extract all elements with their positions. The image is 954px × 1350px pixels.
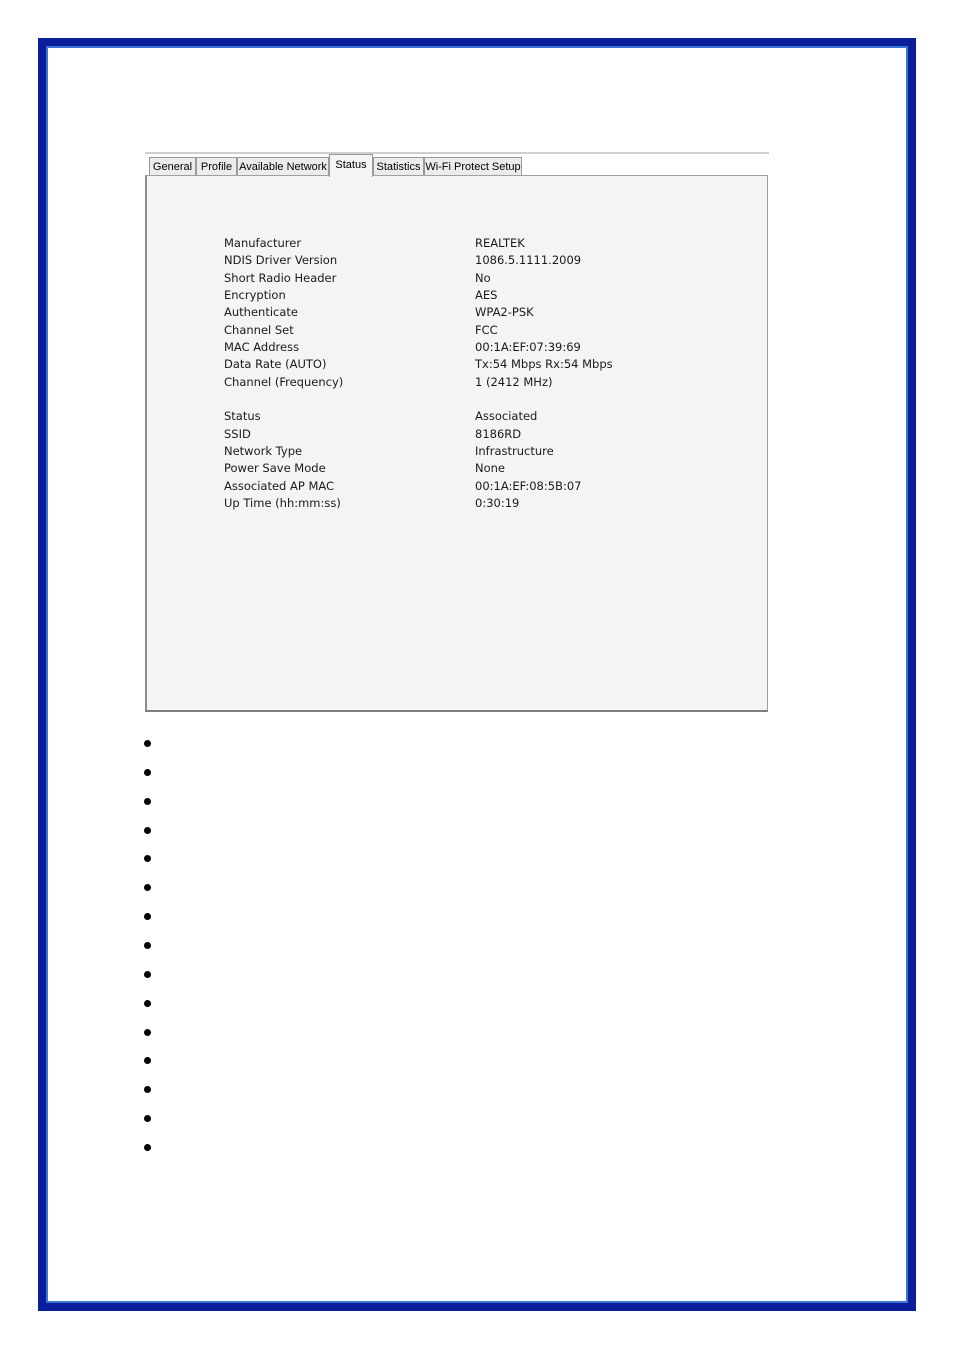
bullet-point xyxy=(144,971,151,978)
status-row-ndis-driver-version xyxy=(147,252,767,269)
bullet-point xyxy=(144,827,151,834)
status-row-encryption xyxy=(147,287,767,304)
status-row-status xyxy=(147,408,767,425)
bullet-point xyxy=(144,913,151,920)
tab-statistics[interactable]: Statistics xyxy=(373,157,424,176)
status-value: 1 (2412 MHz) xyxy=(475,375,553,389)
status-label: Status xyxy=(224,409,261,423)
tab-profile[interactable]: Profile xyxy=(196,157,237,176)
status-row-ssid xyxy=(147,426,767,443)
status-label: Encryption xyxy=(224,288,286,302)
tab-available-network[interactable]: Available Network xyxy=(237,157,329,176)
bullet-point xyxy=(144,1029,151,1036)
bullet-point xyxy=(144,798,151,805)
bullet-point xyxy=(144,769,151,776)
status-value: WPA2-PSK xyxy=(475,305,534,319)
status-label: SSID xyxy=(224,427,251,441)
status-label: Short Radio Header xyxy=(224,271,337,285)
status-row-manufacturer xyxy=(147,235,767,252)
bullet-point xyxy=(144,740,151,747)
status-row-channel-set xyxy=(147,322,767,339)
status-row-authenticate xyxy=(147,304,767,321)
status-row-associated-ap-mac xyxy=(147,478,767,495)
bullet-point xyxy=(144,1144,151,1151)
status-value: Associated xyxy=(475,409,538,423)
tab-general[interactable]: General xyxy=(149,157,196,176)
status-value: REALTEK xyxy=(475,236,525,250)
status-label: NDIS Driver Version xyxy=(224,253,338,267)
bullet-point xyxy=(144,1115,151,1122)
status-label: Channel Set xyxy=(224,323,294,337)
status-value: Tx:54 Mbps Rx:54 Mbps xyxy=(475,357,613,371)
status-label: MAC Address xyxy=(224,340,300,354)
bullet-point xyxy=(144,884,151,891)
bullet-point xyxy=(144,1057,151,1064)
status-value: AES xyxy=(475,288,498,302)
status-label: Authenticate xyxy=(224,305,298,319)
status-value: No xyxy=(475,271,491,285)
status-label: Power Save Mode xyxy=(224,461,326,475)
status-label: Associated AP MAC xyxy=(224,479,335,493)
status-label: Manufacturer xyxy=(224,236,302,250)
bullet-point xyxy=(144,1000,151,1007)
tab-status[interactable]: Status xyxy=(329,154,373,177)
status-value: 8186RD xyxy=(475,427,522,441)
status-value: 00:1A:EF:07:39:69 xyxy=(475,340,581,354)
status-label: Data Rate (AUTO) xyxy=(224,357,327,371)
bullet-point xyxy=(144,1086,151,1093)
status-value: None xyxy=(475,461,506,475)
status-row-power-save-mode xyxy=(147,460,767,477)
status-value: FCC xyxy=(475,323,498,337)
status-row-channel-frequency xyxy=(147,374,767,391)
status-label: Network Type xyxy=(224,444,303,458)
status-row-short-radio-header xyxy=(147,270,767,287)
status-row-network-type xyxy=(147,443,767,460)
status-value: 0:30:19 xyxy=(475,496,520,510)
status-value: 1086.5.1111.2009 xyxy=(475,253,582,267)
status-panel xyxy=(145,175,768,712)
tab-strip-line xyxy=(145,152,769,154)
status-value: 00:1A:EF:08:5B:07 xyxy=(475,479,582,493)
bullet-point xyxy=(144,855,151,862)
tab-wifi-protect-setup[interactable]: Wi-Fi Protect Setup xyxy=(424,157,522,176)
status-row-mac-address xyxy=(147,339,767,356)
status-value: Infrastructure xyxy=(475,444,554,458)
status-label: Channel (Frequency) xyxy=(224,375,344,389)
status-row-up-time xyxy=(147,495,767,512)
status-label: Up Time (hh:mm:ss) xyxy=(224,496,341,510)
status-row-data-rate xyxy=(147,356,767,373)
bullet-point xyxy=(144,942,151,949)
status-dialog xyxy=(145,152,769,714)
